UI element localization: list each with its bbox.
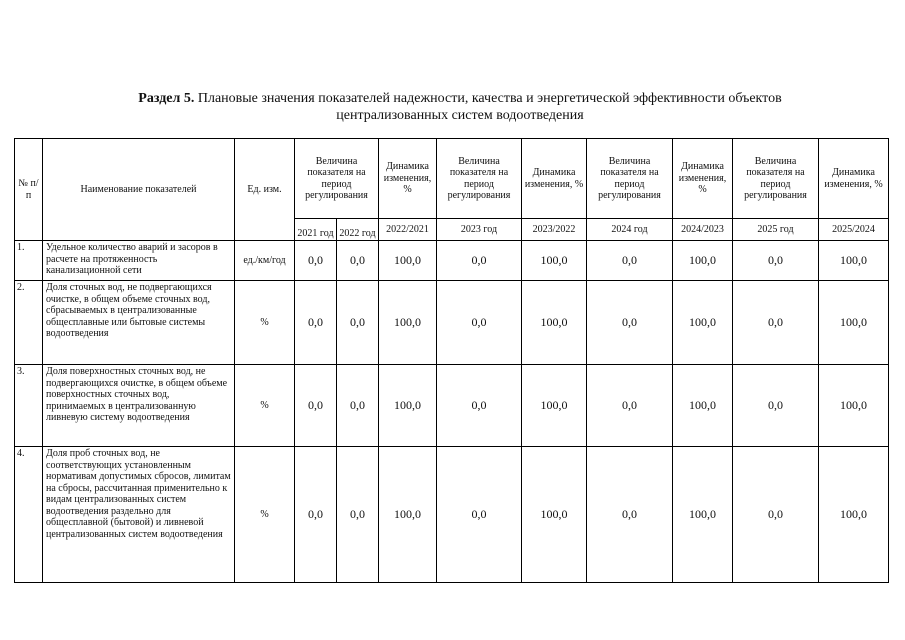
header-year-2022: 2022 год	[337, 219, 379, 241]
header-dynamics-2022: Динамика изменения, %	[379, 139, 437, 219]
section-title	[60, 90, 860, 124]
dynamics-2022-2021: 100,0	[379, 281, 437, 365]
value-2021: 0,0	[295, 281, 337, 365]
indicator-unit: %	[235, 365, 295, 447]
indicator-name: Удельное количество аварий и засоров в расчете на протяженность канализационной сети	[43, 241, 235, 281]
dynamics-2025-2024: 100,0	[819, 365, 889, 447]
header-value-2025: Величина показателя на период регулирования	[733, 139, 819, 219]
header-value-2021-2022: Величина показателя на период регулирования	[295, 139, 379, 219]
dynamics-2022-2021: 100,0	[379, 241, 437, 281]
table-row	[15, 365, 889, 447]
value-2025: 0,0	[733, 241, 819, 281]
header-period-2022-2021: 2022/2021	[379, 219, 437, 241]
table-row	[15, 281, 889, 365]
header-period-2025-2024: 2025/2024	[819, 219, 889, 241]
value-2023: 0,0	[437, 447, 522, 583]
header-year-2023: 2023 год	[437, 219, 522, 241]
header-dynamics-2023: Динамика изменения, %	[522, 139, 587, 219]
header-dynamics-2024: Динамика изменения, %	[673, 139, 733, 219]
indicator-name: Доля проб сточных вод, не соответствующих установленным нормативам допустимых сбросов, лимитам на сбросы, рассчитанная применительно к видам централизованных систем водоотведения раздельно для общесплавной (бытовой) и ливневой централизованных систем водоотведения	[43, 447, 235, 583]
header-unit: Ед. изм.	[235, 139, 295, 241]
value-2023: 0,0	[437, 241, 522, 281]
indicator-unit: ед./км/год	[235, 241, 295, 281]
dynamics-2023-2022: 100,0	[522, 447, 587, 583]
value-2021: 0,0	[295, 365, 337, 447]
header-year-2024: 2024 год	[587, 219, 673, 241]
dynamics-2024-2023: 100,0	[673, 281, 733, 365]
dynamics-2024-2023: 100,0	[673, 241, 733, 281]
dynamics-2025-2024: 100,0	[819, 241, 889, 281]
header-year-2025: 2025 год	[733, 219, 819, 241]
header-value-2024: Величина показателя на период регулирования	[587, 139, 673, 219]
row-number: 1.	[15, 241, 43, 281]
value-2022: 0,0	[337, 447, 379, 583]
value-2024: 0,0	[587, 281, 673, 365]
dynamics-2022-2021: 100,0	[379, 447, 437, 583]
indicator-unit: %	[235, 281, 295, 365]
dynamics-2025-2024: 100,0	[819, 447, 889, 583]
value-2024: 0,0	[587, 365, 673, 447]
row-number: 3.	[15, 365, 43, 447]
header-period-2024-2023: 2024/2023	[673, 219, 733, 241]
value-2024: 0,0	[587, 447, 673, 583]
dynamics-2024-2023: 100,0	[673, 365, 733, 447]
table-row	[15, 241, 889, 281]
value-2025: 0,0	[733, 281, 819, 365]
indicator-name: Доля сточных вод, не подвергающихся очистке, в общем объеме сточных вод, сбрасываемых в централизованные общесплавные или бытовые системы водоотведения	[43, 281, 235, 365]
dynamics-2023-2022: 100,0	[522, 241, 587, 281]
value-2021: 0,0	[295, 241, 337, 281]
header-dynamics-2025: Динамика изменения, %	[819, 139, 889, 219]
table-row	[15, 447, 889, 583]
value-2022: 0,0	[337, 241, 379, 281]
section-title-line2: централизованных систем водоотведения	[336, 108, 584, 123]
dynamics-2023-2022: 100,0	[522, 281, 587, 365]
indicators-table	[14, 138, 889, 583]
value-2025: 0,0	[733, 447, 819, 583]
dynamics-2024-2023: 100,0	[673, 447, 733, 583]
section-title-bold: Раздел 5.	[138, 91, 195, 106]
dynamics-2025-2024: 100,0	[819, 281, 889, 365]
dynamics-2022-2021: 100,0	[379, 365, 437, 447]
header-period-2023-2022: 2023/2022	[522, 219, 587, 241]
section-title-line1: Плановые значения показателей надежности, качества и энергетической эффективности объектов	[194, 91, 782, 106]
value-2021: 0,0	[295, 447, 337, 583]
header-name: Наименование показателей	[43, 139, 235, 241]
header-num: № п/п	[15, 139, 43, 241]
indicator-unit: %	[235, 447, 295, 583]
value-2022: 0,0	[337, 365, 379, 447]
header-value-2023: Величина показателя на период регулирования	[437, 139, 522, 219]
dynamics-2023-2022: 100,0	[522, 365, 587, 447]
header-year-2021: 2021 год	[295, 219, 337, 241]
value-2023: 0,0	[437, 281, 522, 365]
indicator-name: Доля поверхностных сточных вод, не подвергающихся очистке, в общем объеме поверхностных сточных вод, принимаемых в централизованную ливневую систему водоотведения	[43, 365, 235, 447]
value-2022: 0,0	[337, 281, 379, 365]
row-number: 2.	[15, 281, 43, 365]
row-number: 4.	[15, 447, 43, 583]
value-2025: 0,0	[733, 365, 819, 447]
value-2024: 0,0	[587, 241, 673, 281]
value-2023: 0,0	[437, 365, 522, 447]
